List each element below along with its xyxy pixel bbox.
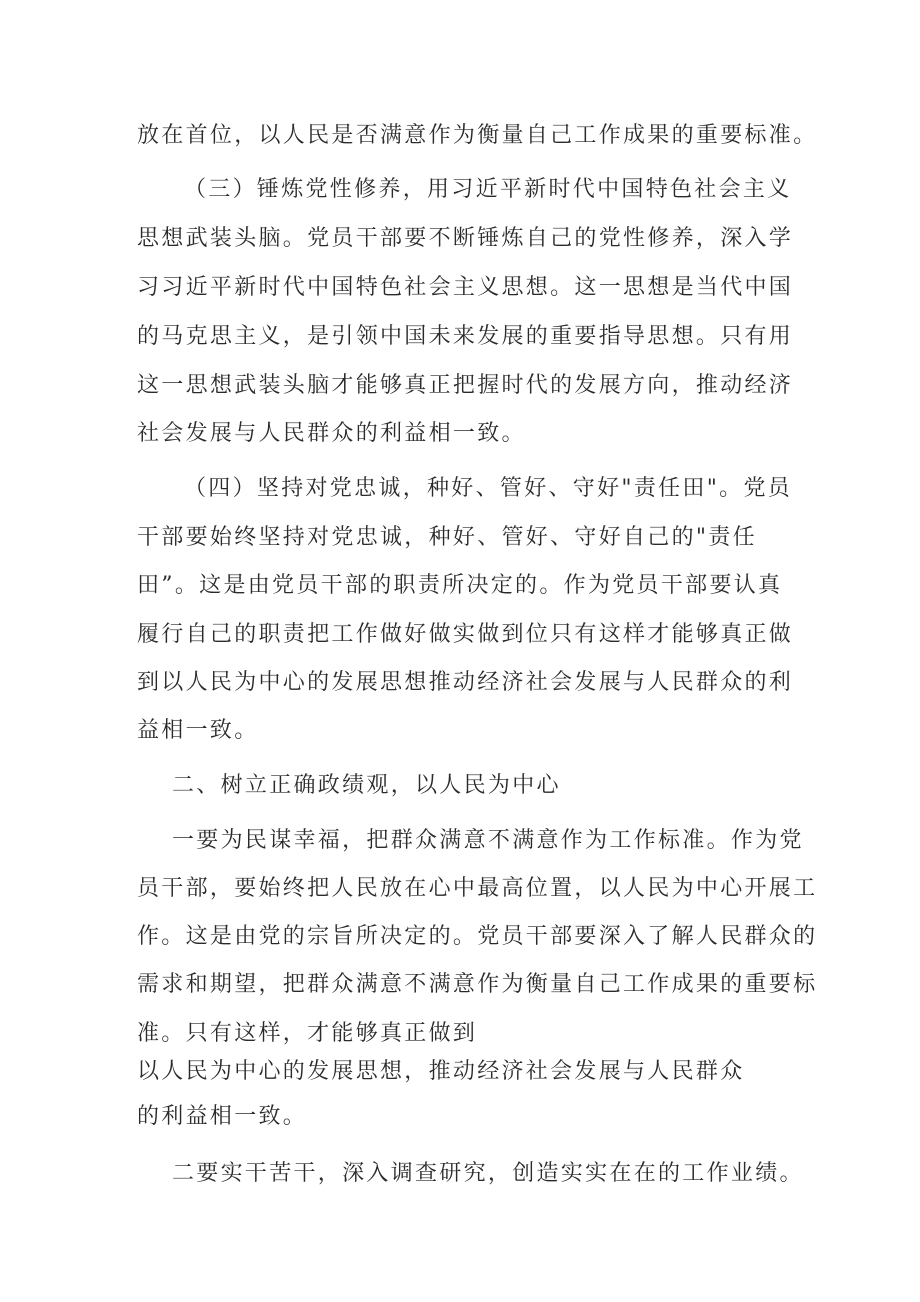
text-line: 这一思想武装头脑才能够真正把握时代的发展方向，推动经济 [137,373,794,398]
text-line: 二要实干苦干，深入调查研究，创造实实在在的工作业绩。 [172,1161,804,1186]
text-line: 履行自己的职责把工作做好做实做到位只有这样才能够真正做 [137,622,794,647]
text-line: 作。这是由党的宗旨所决定的。党员干部要深入了解人民群众的 [137,924,818,949]
text-line: 的利益相一致。 [137,1104,308,1129]
text-line: 员干部，要始终把人民放在心中最高位置，以人民为中心开展工 [137,876,818,901]
section-heading-three: （三）锤炼党性修养，用习近平新时代中国特色社会主义 [184,177,792,202]
text-line: 放在首位，以人民是否满意作为衡量自己工作成果的重要标准。 [137,123,818,148]
section-heading-four: （四）坚持对党忠诚，种好、管好、守好"责任田"。党员 [184,476,793,501]
text-line: 干部要始终坚持对党忠诚，种好、管好、守好自己的"责任 [137,525,757,550]
text-line: 以人民为中心的发展思想，推动经济社会发展与人民群众 [137,1059,745,1084]
text-line: 准。只有这样，才能够真正做到 [137,1021,478,1046]
text-line: 习习近平新时代中国特色社会主义思想。这一思想是当代中国 [137,275,794,300]
text-line: 田”。这是由党员干部的职责所决定的。作为党员干部要认真 [137,573,783,598]
text-line: 益相一致。 [137,718,259,743]
text-line: 一要为民谋幸福，把群众满意不满意作为工作标准。作为党 [172,828,804,853]
text-line: 社会发展与人民群众的利益相一致。 [137,421,526,446]
text-line: 的马克思主义，是引领中国未来发展的重要指导思想。只有用 [137,324,794,349]
chapter-heading-two: 二、树立正确政绩观，以人民为中心 [172,773,561,798]
text-line: 到以人民为中心的发展思想推动经济社会发展与人民群众的利 [137,670,794,695]
text-line: 思想武装头脑。党员干部要不断锤炼自己的党性修养，深入学 [137,226,794,251]
text-line: 需求和期望，把群众满意不满意作为衡量自己工作成果的重要标 [137,972,818,997]
